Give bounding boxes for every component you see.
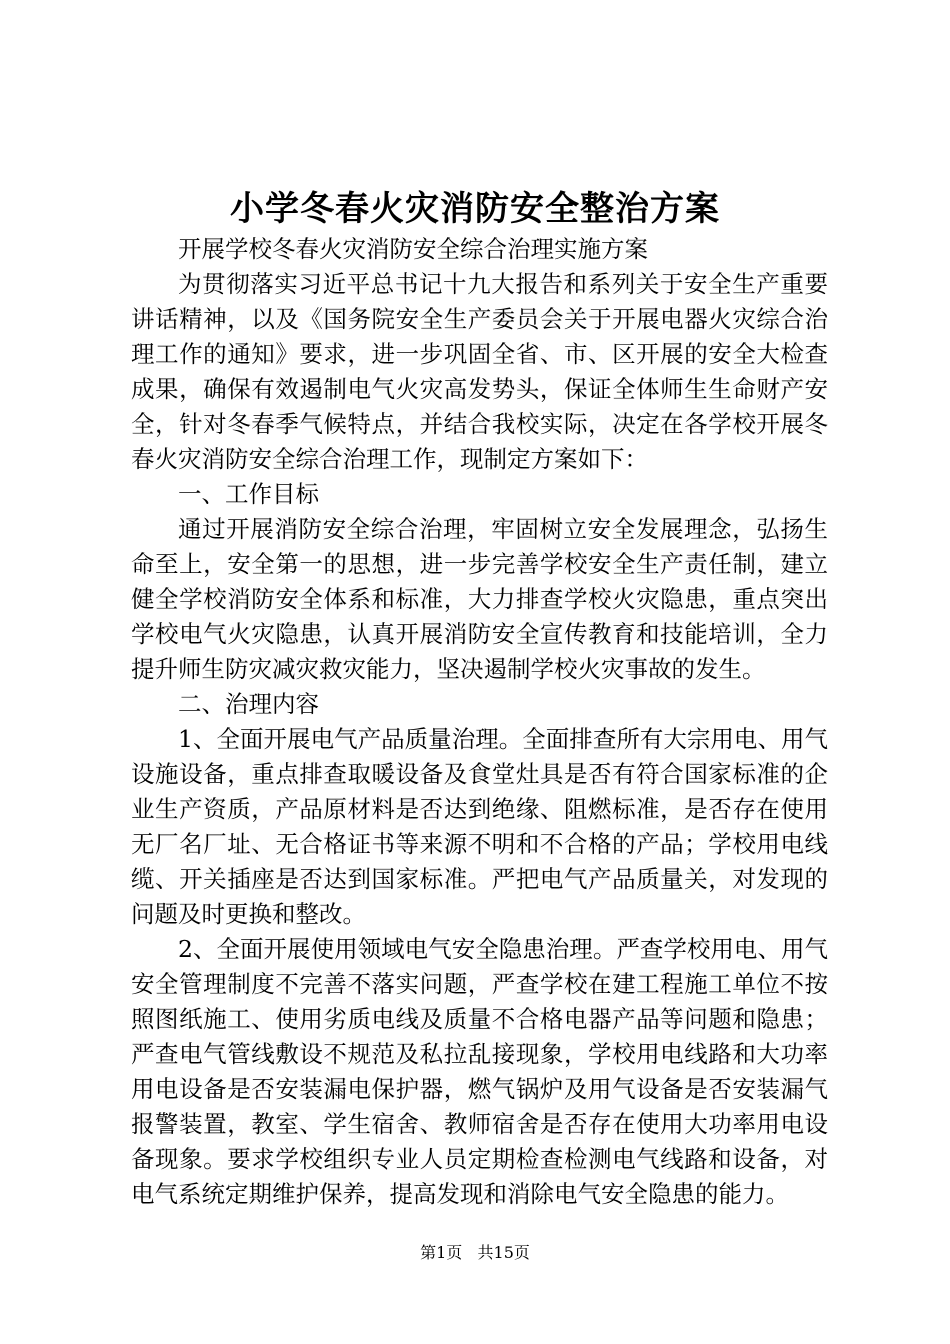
document-title: 小学冬春火灾消防安全整治方案 bbox=[230, 189, 720, 229]
paragraph-subtitle: 开展学校冬春火灾消防安全综合治理实施方案 bbox=[178, 235, 648, 263]
paragraph-goals: 通过开展消防安全综合治理，牢固树立安全发展理念，弘扬生命至上，安全第一的思想，进一步完善学校安全生产责任制，建立健全学校消防安全体系和标准，大力排查学校火灾隐患，重点突出学校电气火灾隐患，认真开展消防安全宣传教育和技能培训，全力提升师生防灾减灾救灾能力，坚决遏制学校火灾事故的发生。 bbox=[131, 515, 828, 683]
paragraph-intro: 为贯彻落实习近平总书记十九大报告和系列关于安全生产重要讲话精神，以及《国务院安全生产委员会关于开展电器火灾综合治理工作的通知》要求，进一步巩固全省、市、区开展的安全大检查成果，确保有效遏制电气火灾高发势头，保证全体师生生命财产安全，针对冬春季气候特点，并结合我校实际，决定在各学校开展冬春火灾消防安全综合治理工作，现制定方案如下： bbox=[131, 270, 828, 473]
document-body bbox=[131, 232, 828, 1212]
page-spacer bbox=[467, 1243, 472, 1262]
page-number: 第1页 bbox=[420, 1243, 463, 1262]
page-footer bbox=[0, 1241, 950, 1265]
paragraph-item-2: 2、全面开展使用领域电气安全隐患治理。严查学校用电、用气安全管理制度不完善不落实问题，严查学校在建工程施工单位不按照图纸施工、使用劣质电线及质量不合格电器产品等问题和隐患；严查电气管线敷设不规范及私拉乱接现象，学校用电线路和大功率用电设备是否安装漏电保护器，燃气锅炉及用气设备是否安装漏气报警装置，教室、学生宿舍、教师宿舍是否存在使用大功率用电设备现象。要求学校组织专业人员定期检查检测电气线路和设备，对电气系统定期维护保养，提高发现和消除电气安全隐患的能力。 bbox=[131, 935, 828, 1208]
section-heading-goals: 一、工作目标 bbox=[178, 480, 319, 508]
page-total: 共15页 bbox=[477, 1243, 530, 1262]
paragraph-item-1: 1、全面开展电气产品质量治理。全面排查所有大宗用电、用气设施设备，重点排查取暖设备及食堂灶具是否有符合国家标准的企业生产资质，产品原材料是否达到绝缘、阻燃标准，是否存在使用无厂名厂址、无合格证书等来源不明和不合格的产品；学校用电线缆、开关插座是否达到国家标准。严把电气产品质量关，对发现的问题及时更换和整改。 bbox=[131, 725, 828, 928]
section-heading-content: 二、治理内容 bbox=[178, 690, 319, 718]
